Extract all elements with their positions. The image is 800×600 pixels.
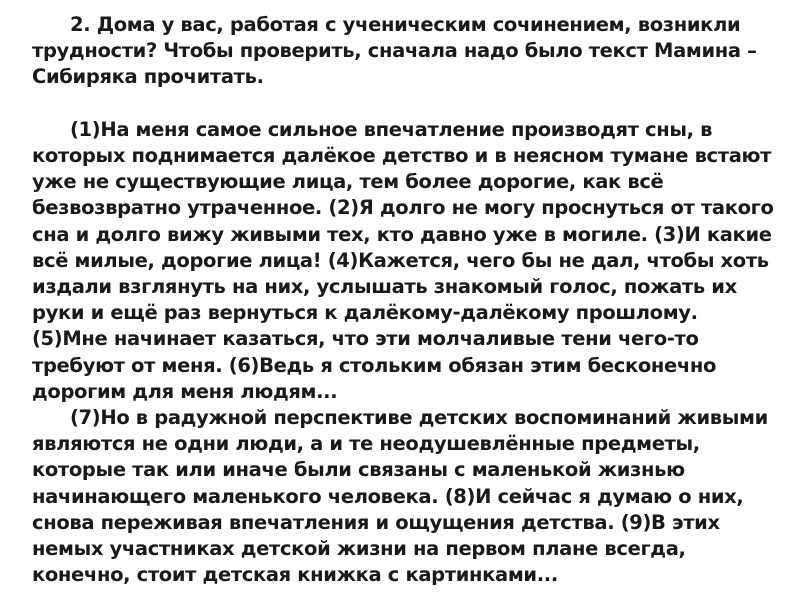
sentence-text: Ведь я стольким обязан этим бесконечно дорогим для меня людям... <box>32 353 717 403</box>
sentence-number: (3) <box>654 222 685 246</box>
sentence-text: Мне начинает казаться, что эти молчаливые тени чего-то требуют от меня. <box>32 327 699 377</box>
sentence-text: На меня самое сильное впечатление производят сны, в которых поднимается далёкое детство и в неясном тумане встают уже не существующие лица, тем более дорогие, как всё безвозвратно утраченное. <box>32 117 772 220</box>
sentence-number: (7) <box>70 406 101 430</box>
sentence-number: (8) <box>444 484 476 508</box>
sentence-text: Кажется, чего бы не дал, чтобы хоть издали взглянуть на них, услышать знакомый голос, пожать их руки и ещё раз вернуться к далёкому-далёкому прошлому. <box>32 248 769 325</box>
sentence-text: В этих немых участниках детской жизни на первом плане всегда, конечно, стоит детская книжка с картинками... <box>32 510 720 587</box>
sentence-number: (9) <box>620 510 652 534</box>
passage-paragraph-1 <box>32 117 777 405</box>
passage-paragraph-2 <box>32 405 777 588</box>
task-intro: 2. Дома у вас, работая с ученическим сочинением, возникли трудности? Чтобы проверить, сначала надо было текст Мамина – Сибиряка прочитать. <box>32 13 757 89</box>
sentence-number: (2) <box>328 196 359 220</box>
sentence-text: Я долго не могу проснуться от такого сна и долго вижу живыми тех, кто давно уже в могиле. <box>32 196 774 246</box>
sentence-text: И сейчас я думаю о них, снова переживая впечатления и ощущения детства. <box>32 484 744 534</box>
sentence-number: (5) <box>32 327 63 351</box>
sentence-number: (6) <box>228 353 260 377</box>
sentence-text: И какие всё милые, дорогие лица! <box>32 222 772 272</box>
sentence-text: Но в радужной перспективе детских воспоминаний живыми являются не одни люди, а и те неодушевлённые предметы, которые так или иначе были связаны с маленькой жизнью начинающего маленького человека. <box>32 406 768 508</box>
text-block <box>32 12 777 588</box>
sentence-number: (1) <box>70 117 101 141</box>
paragraph-spacer <box>32 91 777 117</box>
sentence-number: (4) <box>327 248 359 272</box>
